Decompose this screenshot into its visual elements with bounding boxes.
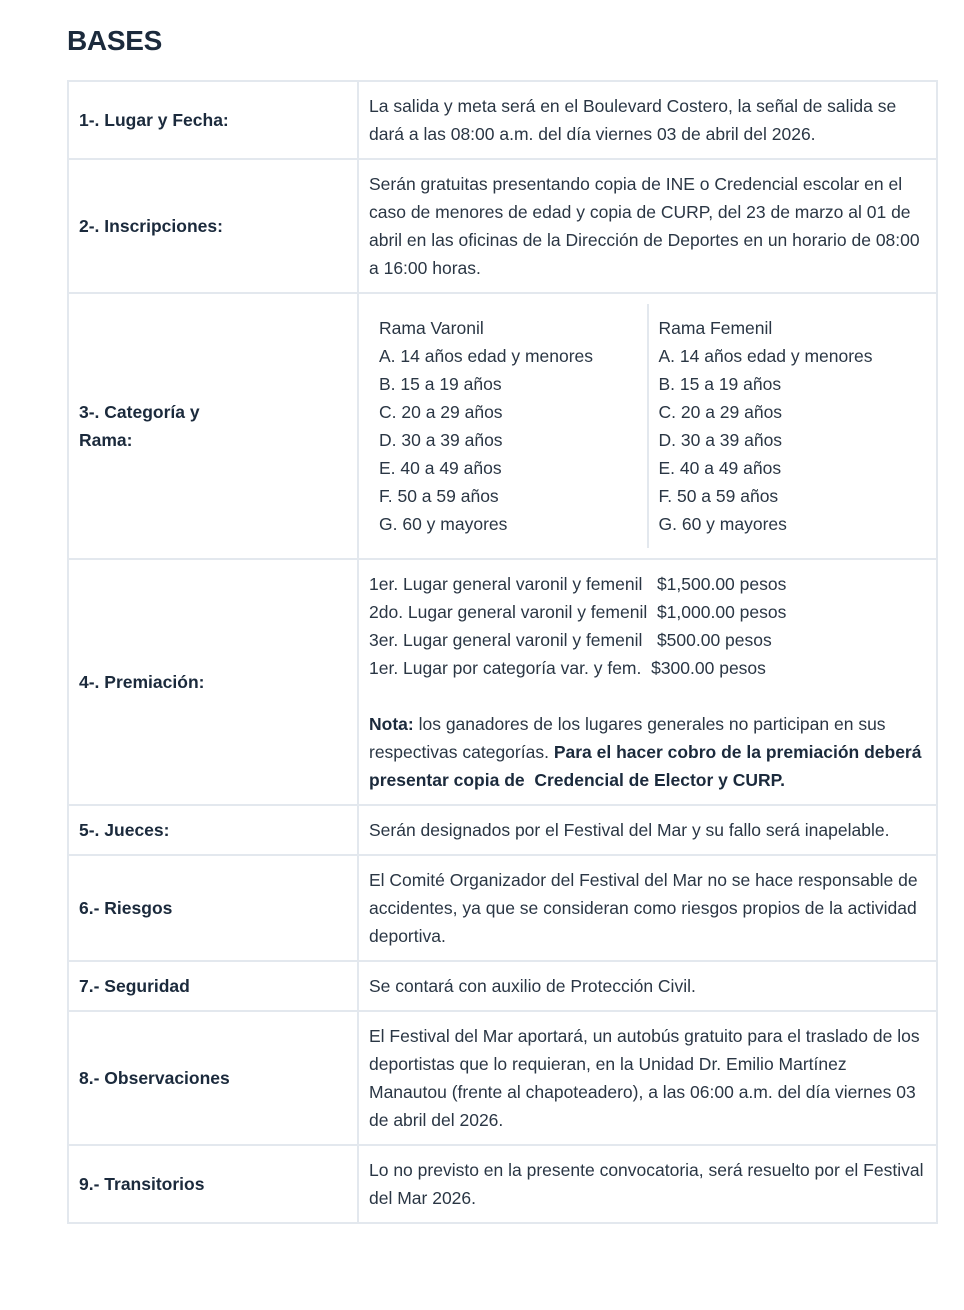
prize-line: 2do. Lugar general varonil y femenil $1,000.00 pesos [369, 602, 787, 622]
row-value: Serán designados por el Festival del Mar y su fallo será inapelable. [358, 805, 937, 855]
category-item: F. 50 a 59 años [379, 486, 499, 506]
prize-line: 1er. Lugar general varonil y femenil $1,500.00 pesos [369, 574, 787, 594]
table-row-jueces [68, 805, 937, 855]
note-bold-text: Para el hacer cobro de la premiación deberá presentar copia de Credencial de Elector y CURP. [369, 742, 927, 790]
bases-table [67, 80, 938, 1224]
page-title: BASES [67, 25, 162, 56]
category-item: F. 50 a 59 años [658, 486, 779, 506]
row-label: 6.- Riesgos [68, 855, 358, 961]
table-row-lugar-fecha [68, 81, 937, 159]
spacer [369, 682, 926, 710]
category-item: E. 40 a 49 años [379, 458, 502, 478]
category-item: B. 15 a 19 años [658, 374, 782, 394]
note-text: los ganadores de los lugares generales no participan en sus respectivas categorías. [369, 714, 891, 762]
row-label: 8.- Observaciones [68, 1011, 358, 1145]
row-value: El Comité Organizador del Festival del Mar no se hace responsable de accidentes, ya que se consideran como riesgos propios de la actividad deportiva. [358, 855, 937, 961]
row-value: Lo no previsto en la presente convocatoria, será resuelto por el Festival del Mar 2026. [358, 1145, 937, 1223]
rama-femenil-column [647, 304, 927, 548]
category-item: G. 60 y mayores [379, 514, 508, 534]
row-label-text: 3-. Categoría y Rama: [79, 402, 200, 450]
table-row-riesgos [68, 855, 937, 961]
note-label: Nota: [369, 714, 414, 734]
row-label: 9.- Transitorios [68, 1145, 358, 1223]
category-item: E. 40 a 49 años [658, 458, 782, 478]
row-value: Serán gratuitas presentando copia de INE o Credencial escolar en el caso de menores de edad y copia de CURP, del 23 de marzo al 01 de abril en las oficinas de la Dirección de Deportes en un horario de 08:00 a 16:00 horas. [358, 159, 937, 293]
category-item: B. 15 a 19 años [379, 374, 502, 394]
table-row-observaciones [68, 1011, 937, 1145]
row-value: El Festival del Mar aportará, un autobús gratuito para el traslado de los deportistas que lo requieran, en la Unidad Dr. Emilio Martínez Manautou (frente al chapoteadero), a las 06:00 a.m. del día viernes 03 de abril del 2026. [358, 1011, 937, 1145]
category-item: C. 20 a 29 años [658, 402, 783, 422]
prize-note [369, 710, 926, 794]
categories-split [369, 304, 926, 548]
row-value-prizes [358, 559, 937, 805]
rama-varonil-column [369, 304, 647, 548]
rama-varonil-heading: Rama Varonil [379, 318, 484, 338]
row-label: 4-. Premiación: [68, 559, 358, 805]
category-item: C. 20 a 29 años [379, 402, 503, 422]
category-item: D. 30 a 39 años [379, 430, 503, 450]
rama-femenil-heading: Rama Femenil [658, 318, 773, 338]
category-item: A. 14 años edad y menores [658, 346, 873, 366]
table-row-seguridad [68, 961, 937, 1011]
row-label [68, 293, 358, 559]
row-label: 5-. Jueces: [68, 805, 358, 855]
prize-line: 1er. Lugar por categoría var. y fem. $300.00 pesos [369, 658, 766, 678]
row-value: La salida y meta será en el Boulevard Costero, la señal de salida se dará a las 08:00 a.m. del día viernes 03 de abril del 2026. [358, 81, 937, 159]
table-row-transitorios [68, 1145, 937, 1223]
table-row-categoria-rama [68, 293, 937, 559]
row-label: 7.- Seguridad [68, 961, 358, 1011]
prize-line: 3er. Lugar general varonil y femenil $500.00 pesos [369, 630, 772, 650]
row-value-categories [358, 293, 937, 559]
table-row-premiacion [68, 559, 937, 805]
row-value: Se contará con auxilio de Protección Civil. [358, 961, 937, 1011]
row-label: 2-. Inscripciones: [68, 159, 358, 293]
category-item: D. 30 a 39 años [658, 430, 783, 450]
category-item: G. 60 y mayores [658, 514, 787, 534]
row-label: 1-. Lugar y Fecha: [68, 81, 358, 159]
category-item: A. 14 años edad y menores [379, 346, 594, 366]
table-row-inscripciones [68, 159, 937, 293]
